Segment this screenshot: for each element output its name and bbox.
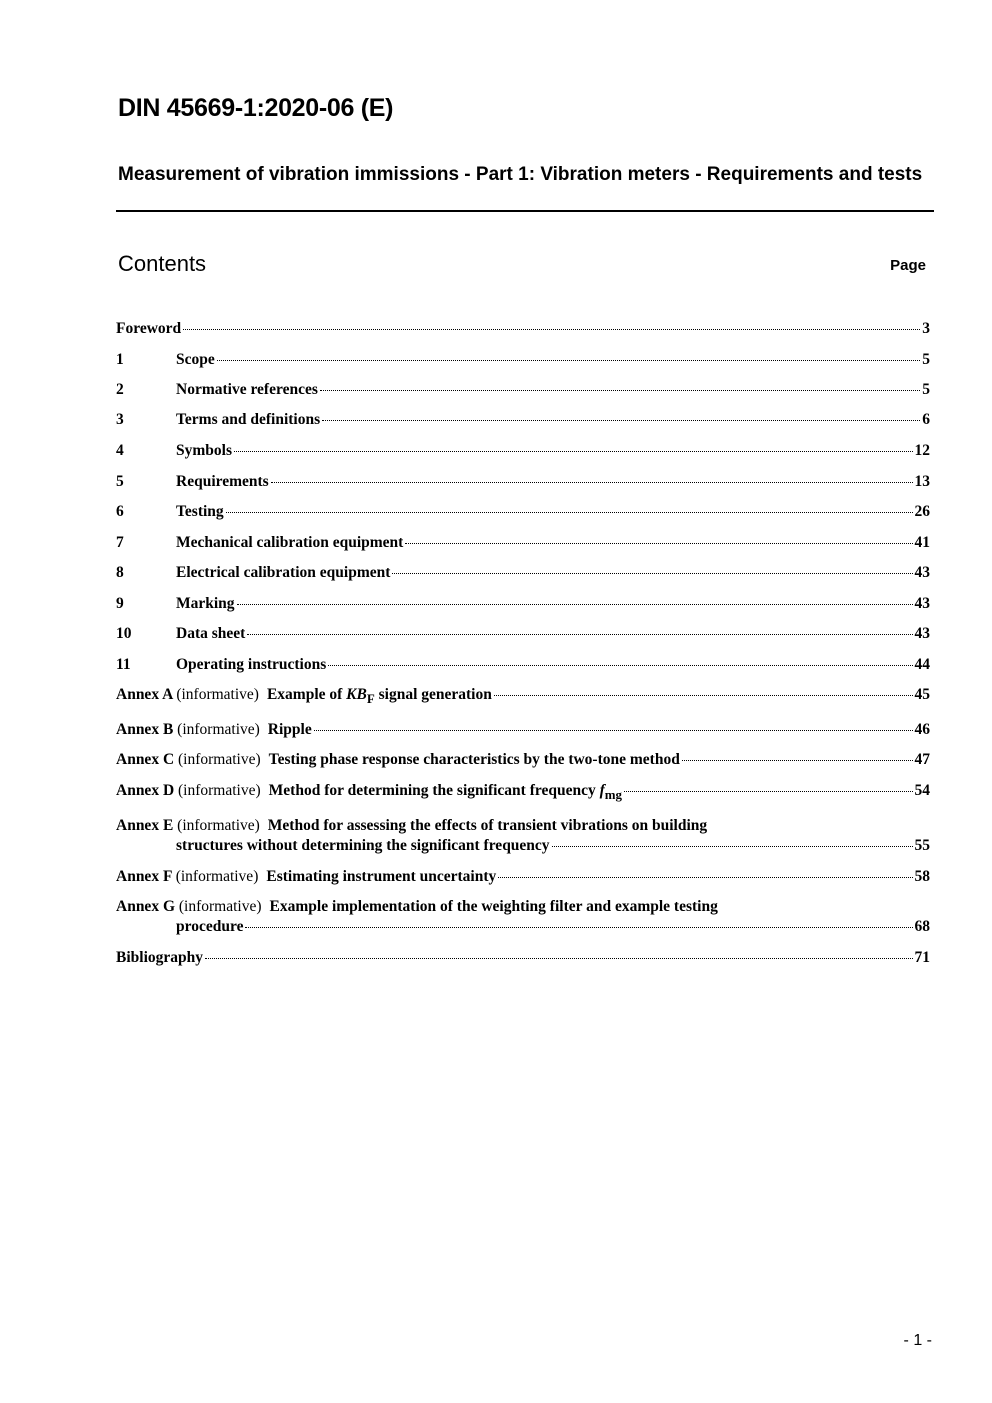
toc-entry-page: 58 xyxy=(914,868,930,885)
toc-entry-page: 43 xyxy=(914,625,930,642)
document-id: DIN 45669-1:2020-06 (E) xyxy=(118,94,394,122)
annex-designation: Annex C (informative) xyxy=(116,751,261,768)
clause-number: 10 xyxy=(116,625,132,642)
clause-number: 2 xyxy=(116,381,124,398)
toc-entry-page: 71 xyxy=(914,949,930,966)
symbol-kb: KB xyxy=(346,686,367,703)
annex-designation: Annex F (informative) xyxy=(116,868,259,885)
clause-number: 6 xyxy=(116,503,124,520)
annex-designation: Annex E (informative) xyxy=(116,817,260,834)
toc-entry-label: Marking xyxy=(176,595,235,612)
toc-entry-clause-3[interactable] xyxy=(116,410,930,430)
annex-designation: Annex B (informative) xyxy=(116,721,260,738)
toc-entry-clause-11[interactable] xyxy=(116,655,930,675)
toc-entry-page: 47 xyxy=(914,751,930,768)
toc-entry-page: 68 xyxy=(914,918,930,935)
dot-leader xyxy=(226,512,913,513)
toc-entry-label: Data sheet xyxy=(176,625,246,642)
toc-entry-label: Example of $KB_F$ signal generation xyxy=(266,686,492,707)
dot-leader xyxy=(405,543,912,544)
toc-entry-label: Method for assessing the effects of transient vibrations on building xyxy=(267,817,708,834)
dot-leader xyxy=(183,329,920,330)
toc-entry-page: 46 xyxy=(914,721,930,738)
toc-entry-page: 5 xyxy=(922,381,930,398)
toc-entry-label: Testing phase response characteristics by the two-tone method xyxy=(268,751,680,768)
toc-entry-page: 44 xyxy=(914,656,930,673)
dot-leader xyxy=(237,604,913,605)
contents-heading: Contents xyxy=(118,251,207,276)
dot-leader xyxy=(245,927,912,928)
dot-leader xyxy=(624,791,913,792)
toc-entry-clause-9[interactable] xyxy=(116,594,930,614)
toc-entry-label: Requirements xyxy=(176,473,269,490)
toc-entry-label: Operating instructions xyxy=(176,656,327,673)
toc-entry-annex-g[interactable] xyxy=(116,897,930,937)
toc-entry-clause-10[interactable] xyxy=(116,624,930,644)
toc-entry-label: Normative references xyxy=(176,381,318,398)
toc-entry-label: Testing xyxy=(176,503,224,520)
toc-entry-clause-6[interactable] xyxy=(116,502,930,522)
dot-leader xyxy=(234,451,913,452)
toc-entry-page: 5 xyxy=(922,351,930,368)
annex-designation: Annex G (informative) xyxy=(116,898,262,915)
toc-entry-clause-7[interactable] xyxy=(116,533,930,553)
toc-entry-annex-e[interactable] xyxy=(116,816,930,856)
toc-entry-annex-d[interactable] xyxy=(116,781,930,805)
toc-entry-label: Scope xyxy=(176,351,215,368)
symbol-fmg: f xyxy=(599,782,605,799)
toc-entry-label: Method for determining the significant frequency $f_{mg}$ xyxy=(268,782,622,803)
toc-entry-page: 3 xyxy=(922,320,930,337)
toc-entry-page: 55 xyxy=(914,837,930,854)
document-title: Measurement of vibration immissions - Part 1: Vibration meters - Requirements and tests xyxy=(118,164,923,185)
toc-entry-clause-1[interactable] xyxy=(116,350,930,370)
toc-entry-label: Estimating instrument uncertainty xyxy=(266,868,497,885)
toc-entry-clause-2[interactable] xyxy=(116,380,930,400)
toc-entry-clause-8[interactable] xyxy=(116,563,930,583)
toc-entry-foreword[interactable] xyxy=(116,319,930,339)
toc-entry-label-continued: procedure xyxy=(176,918,244,935)
toc-entry-page: 45 xyxy=(914,686,930,703)
toc-entry-label: Example implementation of the weighting filter and example testing xyxy=(269,898,718,915)
toc-entry-page: 43 xyxy=(914,564,930,581)
clause-number: 9 xyxy=(116,595,124,612)
dot-leader xyxy=(392,573,912,574)
toc-entry-annex-a[interactable] xyxy=(116,685,930,709)
dot-leader xyxy=(322,420,920,421)
toc-entry-page: 41 xyxy=(914,534,930,551)
toc-entry-annex-c[interactable] xyxy=(116,750,930,770)
clause-number: 8 xyxy=(116,564,124,581)
toc-entry-label: Mechanical calibration equipment xyxy=(176,534,404,551)
annex-designation: Annex D (informative) xyxy=(116,782,261,799)
toc-entry-clause-5[interactable] xyxy=(116,472,930,492)
dot-leader xyxy=(205,958,913,959)
toc-entry-bibliography[interactable] xyxy=(116,948,930,968)
toc-entry-label: Ripple xyxy=(267,721,312,738)
toc-entry-label: Foreword xyxy=(116,320,182,337)
clause-number: 1 xyxy=(116,351,124,368)
title-rule xyxy=(116,210,934,212)
toc-entry-page: 43 xyxy=(914,595,930,612)
toc-entry-page: 26 xyxy=(914,503,930,520)
dot-leader xyxy=(494,695,913,696)
annex-designation: Annex A (informative) xyxy=(116,686,259,703)
dot-leader xyxy=(217,360,921,361)
dot-leader xyxy=(247,634,912,635)
toc-entry-label: Symbols xyxy=(176,442,232,459)
toc-entry-label: Bibliography xyxy=(116,949,203,966)
page-column-heading: Page xyxy=(890,257,926,274)
toc-entry-clause-4[interactable] xyxy=(116,441,930,461)
dot-leader xyxy=(682,760,913,761)
toc-entry-page: 54 xyxy=(914,782,930,799)
toc-entry-annex-b[interactable] xyxy=(116,720,930,740)
dot-leader xyxy=(271,482,913,483)
dot-leader xyxy=(328,665,912,666)
toc-entry-page: 13 xyxy=(914,473,930,490)
clause-number: 4 xyxy=(116,442,124,459)
clause-number: 3 xyxy=(116,411,124,428)
toc-entry-label: Terms and definitions xyxy=(176,411,321,428)
toc-entry-label: Electrical calibration equipment xyxy=(176,564,391,581)
toc-entry-annex-f[interactable] xyxy=(116,867,930,887)
dot-leader xyxy=(320,390,920,391)
clause-number: 11 xyxy=(116,656,131,673)
dot-leader xyxy=(498,877,912,878)
clause-number: 7 xyxy=(116,534,124,551)
page-number: - 1 - xyxy=(903,1332,932,1349)
toc-entry-label-continued: structures without determining the significant frequency xyxy=(176,837,550,854)
toc-entry-page: 6 xyxy=(922,411,930,428)
dot-leader xyxy=(314,730,913,731)
clause-number: 5 xyxy=(116,473,124,490)
dot-leader xyxy=(552,846,913,847)
toc-entry-page: 12 xyxy=(914,442,930,459)
